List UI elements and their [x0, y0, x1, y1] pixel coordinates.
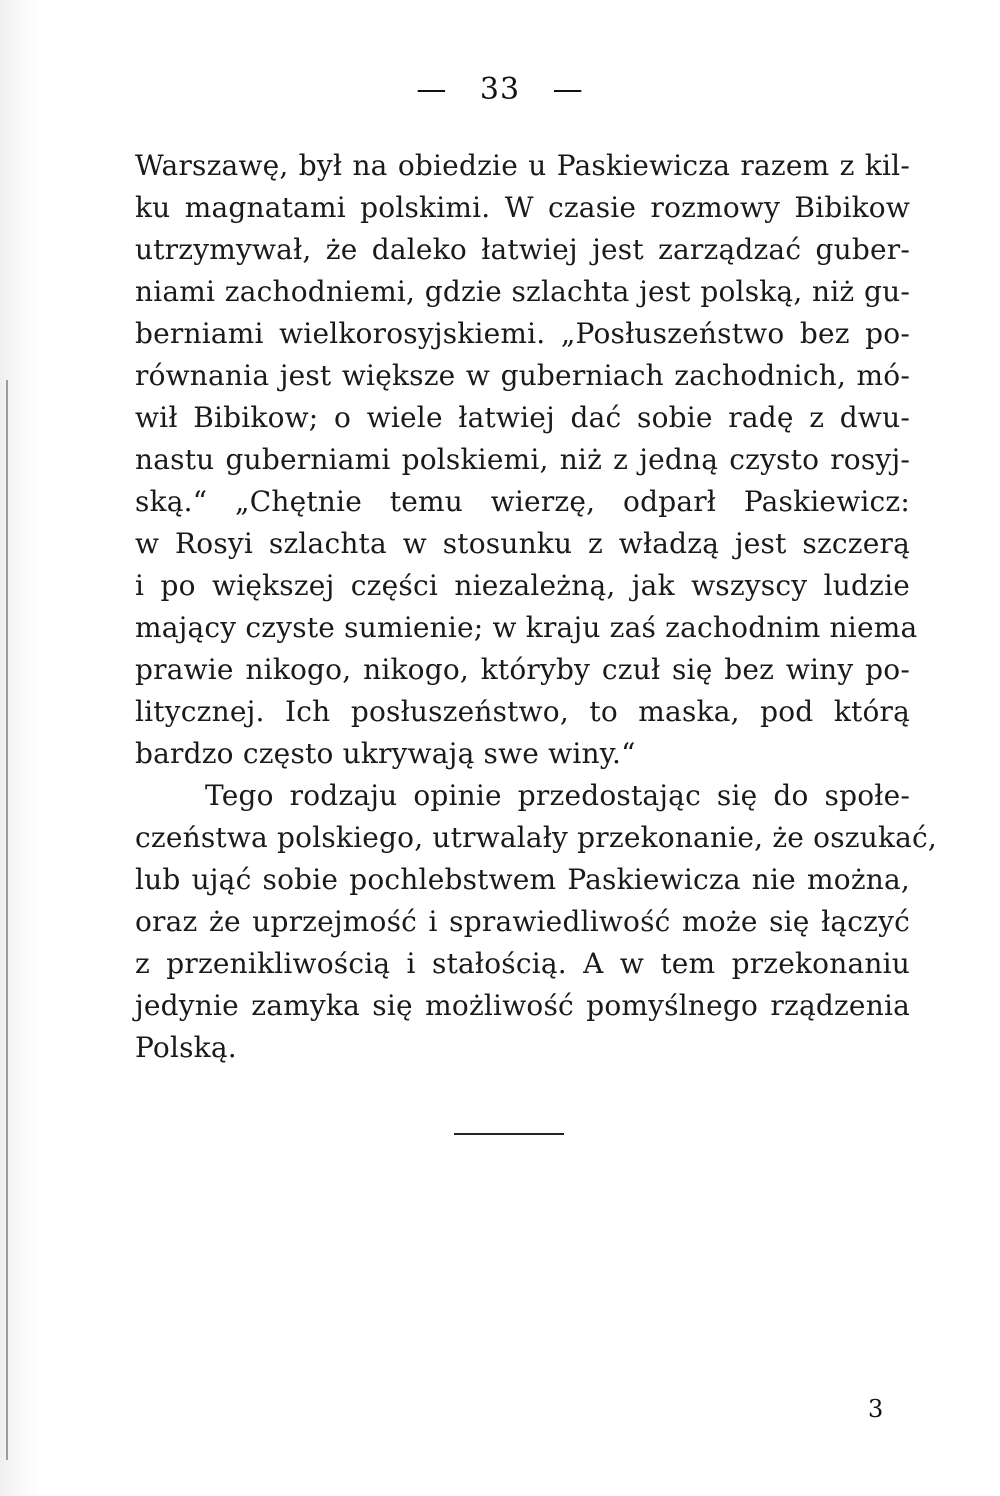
signature-mark: 3	[868, 1395, 884, 1423]
text-line: lub ująć sobie pochlebstwem Paskiewicza nie można,	[135, 863, 910, 896]
header-dash-right: —	[552, 72, 584, 107]
text-line: Tego rodzaju opinie przedostając się do społe-	[205, 779, 910, 812]
text-line: bardzo często ukrywają swe winy.“	[135, 737, 636, 770]
text-line: berniami wielkorosyjskiemi. „Posłuszeństwo bez po-	[135, 317, 910, 350]
text-line: nastu guberniami polskiemi, niż z jedną czysto rosyj-	[135, 443, 910, 476]
text-line: Warszawę, był na obiedzie u Paskiewicza razem z kil-	[135, 149, 910, 182]
paragraph-2	[135, 775, 937, 1069]
text-line: mający czyste sumienie; w kraju zaś zachodnim niema	[135, 611, 918, 644]
text-line: z przenikliwością i stałością. A w tem przekonaniu	[135, 947, 910, 980]
page-header	[0, 72, 1000, 107]
text-line: utrzymywał, że daleko łatwiej jest zarządzać guber-	[135, 233, 910, 266]
header-dash-left: —	[416, 72, 448, 107]
text-line: jedynie zamyka się możliwość pomyślnego rządzenia	[135, 989, 910, 1022]
text-line: litycznej. Ich posłuszeństwo, to maska, pod którą	[135, 695, 910, 728]
text-line: w Rosyi szlachta w stosunku z władzą jest szczerą	[135, 527, 910, 560]
text-line: oraz że uprzejmość i sprawiedliwość może się łączyć	[135, 905, 910, 938]
text-line: równania jest większe w guberniach zachodnich, mó-	[135, 359, 910, 392]
binding-line	[6, 380, 8, 1460]
body-text	[135, 145, 937, 1069]
text-line: Polską.	[135, 1031, 237, 1064]
section-separator	[454, 1133, 564, 1135]
text-line: prawie nikogo, nikogo, któryby czuł się bez winy po-	[135, 653, 910, 686]
paragraph-1	[135, 145, 918, 775]
page-number: 33	[479, 72, 521, 107]
text-line: i po większej części niezależną, jak wszyscy ludzie	[135, 569, 910, 602]
text-line: wił Bibikow; o wiele łatwiej dać sobie radę z dwu-	[135, 401, 910, 434]
text-line: czeństwa polskiego, utrwalały przekonanie, że oszukać,	[135, 821, 937, 854]
text-line: ku magnatami polskimi. W czasie rozmowy Bibikow	[135, 191, 910, 224]
text-line: ską.“ „Chętnie temu wierzę, odparł Paskiewicz:	[135, 485, 910, 518]
text-line: niami zachodniemi, gdzie szlachta jest polską, niż gu-	[135, 275, 910, 308]
